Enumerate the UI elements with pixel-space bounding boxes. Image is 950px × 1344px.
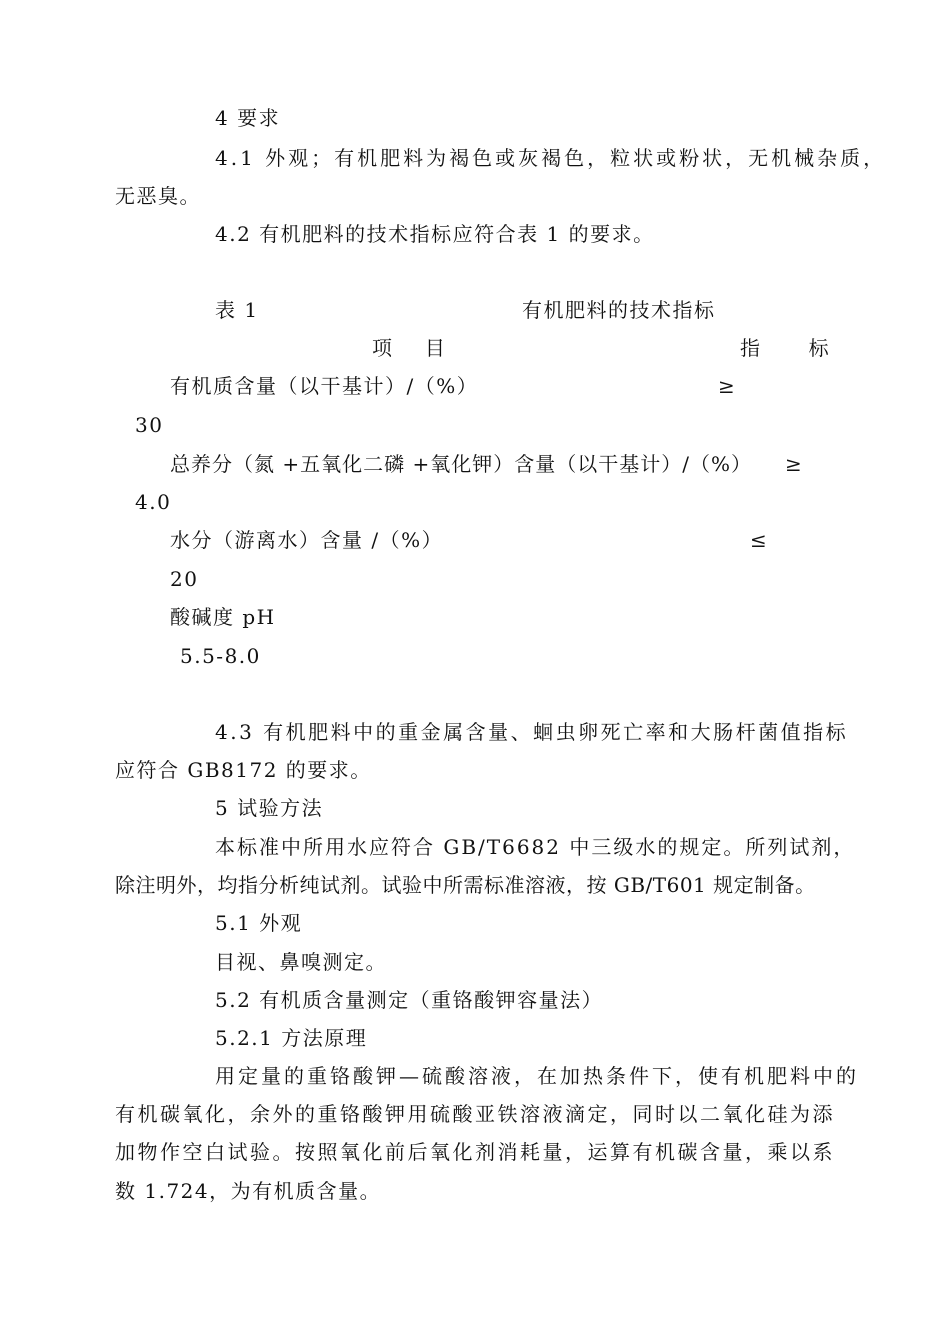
- paragraph-4-1-line-1: 4.1 外观；有机肥料为褐色或灰褐色，粒状或粉状，无机械杂质，: [215, 146, 887, 170]
- section-5-2-heading: 5.2 有机质含量测定（重铬酸钾容量法）: [215, 988, 604, 1012]
- table-row-2-value: 4.0: [135, 490, 172, 514]
- section-5-1-text: 目视、鼻嗅测定。: [215, 950, 387, 974]
- table-label: 表 1: [215, 298, 259, 322]
- table-header-item: 项 目: [372, 336, 447, 360]
- section-5-heading: 5 试验方法: [215, 796, 324, 820]
- section-5-1-heading: 5.1 外观: [215, 911, 303, 935]
- table-row-4-value: 5.5-8.0: [180, 644, 261, 668]
- table-row-2-item: 总养分（氮 +五氧化二磷 +氧化钾）含量（以干基计）/（%）: [170, 452, 752, 476]
- table-row-1-value: 30: [135, 413, 164, 437]
- table-row-3-sign: ≤: [750, 528, 769, 552]
- paragraph-4-3-line-2: 应符合 GB8172 的要求。: [115, 758, 372, 782]
- table-header-index: 指 标: [740, 336, 831, 360]
- section-5-2-1-heading: 5.2.1 方法原理: [215, 1026, 368, 1050]
- section-5-intro-line-2: 除注明外，均指分析纯试剂。试验中所需标准溶液，按 GB/T601 规定制备。: [115, 873, 816, 897]
- table-row-1-sign: ≥: [718, 374, 737, 398]
- principle-line-2: 有机碳氧化，余外的重铬酸钾用硫酸亚铁溶液滴定，同时以二氧化硅为添: [115, 1102, 835, 1126]
- paragraph-4-1-line-2: 无恶臭。: [115, 184, 201, 208]
- paragraph-4-3-line-1: 4.3 有机肥料中的重金属含量、蛔虫卵死亡率和大肠杆菌值指标: [215, 720, 849, 744]
- table-row-2-sign: ≥: [785, 452, 804, 476]
- table-row-1-item: 有机质含量（以干基计）/（%）: [170, 374, 479, 398]
- table-row-4-item: 酸碱度 pH: [170, 605, 276, 629]
- principle-line-4: 数 1.724，为有机质含量。: [115, 1179, 382, 1203]
- section-4-heading: 4 要求: [215, 106, 281, 130]
- principle-line-1: 用定量的重铬酸钾—硫酸溶液，在加热条件下，使有机肥料中的: [215, 1064, 859, 1088]
- principle-line-3: 加物作空白试验。按照氧化前后氧化剂消耗量，运算有机碳含量，乘以系: [115, 1140, 835, 1164]
- table-row-3-item: 水分（游离水）含量 /（%）: [170, 528, 444, 552]
- section-5-intro-line-1: 本标准中所用水应符合 GB/T6682 中三级水的规定。所列试剂，: [215, 835, 856, 859]
- table-row-3-value: 20: [170, 567, 199, 591]
- table-title: 有机肥料的技术指标: [522, 298, 716, 322]
- paragraph-4-2: 4.2 有机肥料的技术指标应符合表 1 的要求。: [215, 222, 655, 246]
